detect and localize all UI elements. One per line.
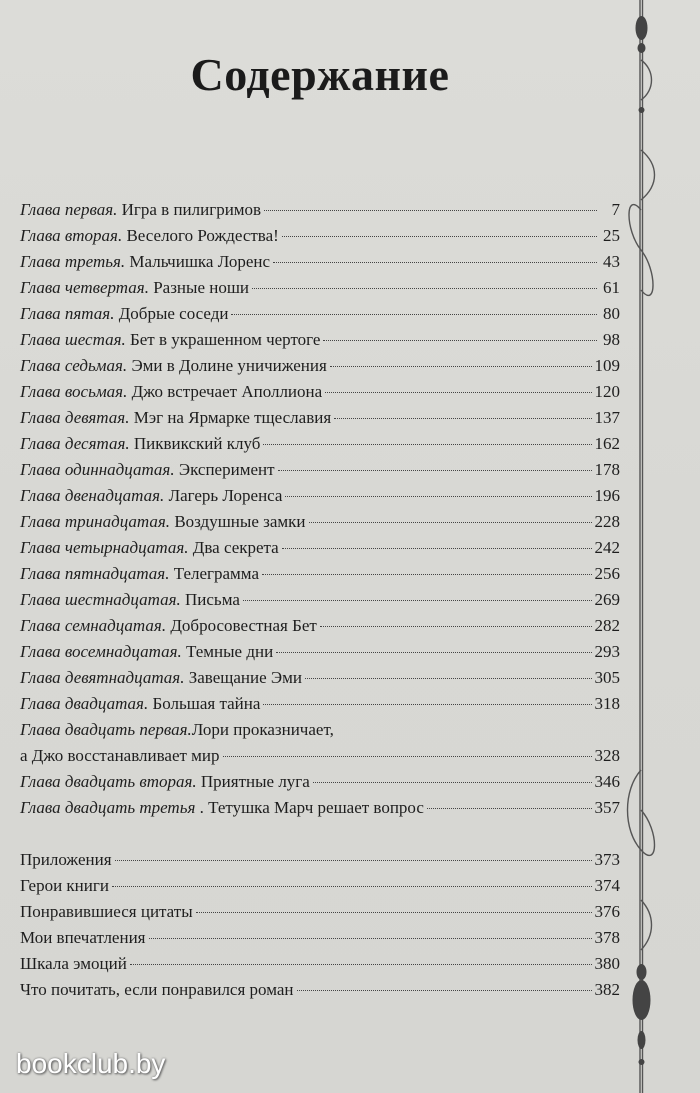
chapter-number: Глава пятая. xyxy=(20,304,115,323)
dot-leader xyxy=(196,912,592,913)
toc-entry xyxy=(20,850,620,876)
toc-entry-title xyxy=(20,668,302,688)
dot-leader xyxy=(263,444,591,445)
page-number: 98 xyxy=(603,330,620,349)
chapter-number: Глава десятая. xyxy=(20,434,130,453)
chapter-number: Глава девятая. xyxy=(20,408,130,427)
toc-entry-title xyxy=(20,460,275,480)
page-number: 373 xyxy=(594,850,620,869)
page-number: 378 xyxy=(594,928,620,947)
chapter-title: Герои книги xyxy=(20,876,109,895)
toc-entry xyxy=(20,304,620,330)
dot-leader xyxy=(223,756,592,757)
dot-leader xyxy=(278,470,592,471)
toc-entry xyxy=(20,408,620,434)
chapter-title: Воздушные замки xyxy=(170,512,306,531)
toc-entry xyxy=(20,486,620,512)
page-number: 318 xyxy=(594,694,620,713)
page-number: 162 xyxy=(594,434,620,453)
toc-entry xyxy=(20,200,620,226)
toc-entry-title xyxy=(20,382,322,402)
page-title: Содержание xyxy=(190,49,450,100)
dot-leader xyxy=(330,366,592,367)
chapter-title: Лагерь Лоренса xyxy=(164,486,283,505)
dot-leader xyxy=(149,938,592,939)
page-number: 43 xyxy=(603,252,620,271)
chapter-title: Веселого Рождества! xyxy=(122,226,279,245)
page-number: 282 xyxy=(594,616,620,635)
page-number: 137 xyxy=(594,408,620,427)
dot-leader xyxy=(305,678,592,679)
chapter-number: Глава четырнадцатая. xyxy=(20,538,189,557)
chapter-title: Мои впечатления xyxy=(20,928,146,947)
chapter-title: Пиквикский клуб xyxy=(129,434,261,453)
chapter-number: Глава восемнадцатая. xyxy=(20,642,182,661)
chapter-title: Разные ноши xyxy=(148,278,250,297)
toc-entry xyxy=(20,460,620,486)
dot-leader xyxy=(276,652,591,653)
decorative-vine-ornament xyxy=(625,0,675,1093)
chapter-title: Мальчишка Лоренс xyxy=(125,252,271,271)
page-number: 80 xyxy=(603,304,620,323)
toc-entry xyxy=(20,330,620,356)
dot-leader xyxy=(115,860,592,861)
chapter-title: Приложения xyxy=(20,850,112,869)
toc-entry xyxy=(20,954,620,980)
chapter-title: Завещание Эми xyxy=(184,668,302,687)
chapter-number: Глава седьмая. xyxy=(20,356,128,375)
toc-entry-title xyxy=(20,642,273,662)
toc-entry-title xyxy=(20,434,260,454)
chapter-title: Бет в украшенном чертоге xyxy=(125,330,321,349)
toc-entry-title xyxy=(20,304,228,324)
toc-entry-title xyxy=(20,850,112,870)
chapter-number: Глава вторая. xyxy=(20,226,123,245)
toc-entry-title xyxy=(20,356,327,376)
chapter-number: Глава двадцать первая. xyxy=(20,720,192,739)
page-number: 382 xyxy=(594,980,620,999)
toc-entry xyxy=(20,616,620,642)
toc-entry xyxy=(20,278,620,304)
chapter-number: Глава семнадцатая. xyxy=(20,616,167,635)
chapter-number: Глава первая. xyxy=(20,200,118,219)
chapter-number: Глава двадцать вторая. xyxy=(20,772,197,791)
toc-entry xyxy=(20,434,620,460)
chapter-title: Темные дни xyxy=(181,642,274,661)
chapter-title: Эми в Долине уничижения xyxy=(127,356,327,375)
toc-entry xyxy=(20,382,620,408)
dot-leader xyxy=(273,262,597,263)
chapter-number: Глава двенадцатая. xyxy=(20,486,165,505)
dot-leader xyxy=(325,392,591,393)
toc-entry-title xyxy=(20,590,240,610)
chapter-title: . Тетушка Марч решает вопрос xyxy=(195,798,424,817)
toc-entry xyxy=(20,538,620,564)
toc-entry xyxy=(20,772,620,798)
toc-entry-title xyxy=(20,408,331,428)
toc-entry xyxy=(20,902,620,928)
toc-entry xyxy=(20,694,620,720)
dot-leader xyxy=(427,808,592,809)
chapter-number: Глава тринадцатая. xyxy=(20,512,171,531)
chapter-title: Джо встречает Аполлиона xyxy=(127,382,323,401)
page-number: 7 xyxy=(611,200,620,219)
toc-entry-title xyxy=(20,902,193,922)
page-number: 376 xyxy=(594,902,620,921)
toc-entry-title xyxy=(20,980,294,1000)
page-number: 269 xyxy=(594,590,620,609)
toc-entry-title xyxy=(20,226,279,246)
chapter-title: Два секрета xyxy=(188,538,279,557)
page-number: 25 xyxy=(603,226,620,245)
page-number: 178 xyxy=(594,460,620,479)
dot-leader xyxy=(264,210,597,211)
toc-entry xyxy=(20,590,620,616)
chapter-number: Глава двадцать третья xyxy=(20,798,196,817)
chapter-number: Глава пятнадцатая. xyxy=(20,564,170,583)
toc-entry xyxy=(20,356,620,382)
dot-leader xyxy=(320,626,592,627)
dot-leader xyxy=(323,340,597,341)
page-number: 380 xyxy=(594,954,620,973)
chapter-number: Глава девятнадцатая. xyxy=(20,668,185,687)
dot-leader xyxy=(243,600,592,601)
chapter-title: Эксперимент xyxy=(174,460,275,479)
chapter-number: Глава шестая. xyxy=(20,330,126,349)
dot-leader xyxy=(231,314,597,315)
chapter-title: Мэг на Ярмарке тщеславия xyxy=(129,408,332,427)
chapter-number: Глава шестнадцатая. xyxy=(20,590,181,609)
page-number: 357 xyxy=(594,798,620,817)
page-number: 374 xyxy=(594,876,620,895)
dot-leader xyxy=(309,522,592,523)
toc-entry-continuation xyxy=(20,746,620,772)
page-number: 256 xyxy=(594,564,620,583)
toc-entry xyxy=(20,798,620,824)
page-number: 228 xyxy=(594,512,620,531)
section-gap xyxy=(20,824,620,850)
page-number: 293 xyxy=(594,642,620,661)
toc-entry xyxy=(20,668,620,694)
chapter-title: а Джо восстанавливает мир xyxy=(20,746,220,765)
chapter-title: Телеграмма xyxy=(169,564,259,583)
table-of-contents xyxy=(20,200,620,1006)
chapter-title: Большая тайна xyxy=(148,694,261,713)
page-number: 242 xyxy=(594,538,620,557)
chapter-number: Глава двадцатая. xyxy=(20,694,149,713)
chapter-title: Добрые соседи xyxy=(114,304,229,323)
page-number: 346 xyxy=(594,772,620,791)
toc-entry-title xyxy=(20,694,260,714)
dot-leader xyxy=(130,964,592,965)
toc-entry-title xyxy=(20,512,306,532)
chapter-title: Приятные луга xyxy=(196,772,310,791)
dot-leader xyxy=(282,236,597,237)
toc-entry-title xyxy=(20,616,317,636)
page-number: 196 xyxy=(594,486,620,505)
toc-entry xyxy=(20,928,620,954)
chapter-title: Письма xyxy=(180,590,240,609)
chapter-title: Шкала эмоций xyxy=(20,954,127,973)
toc-entry xyxy=(20,642,620,668)
toc-entry xyxy=(20,876,620,902)
chapter-title: Игра в пилигримов xyxy=(117,200,262,219)
dot-leader xyxy=(334,418,591,419)
dot-leader xyxy=(285,496,591,497)
chapter-title: Лори проказничает, xyxy=(191,720,334,739)
toc-entry-title xyxy=(20,928,146,948)
chapter-number: Глава одиннадцатая. xyxy=(20,460,175,479)
toc-entry-title xyxy=(20,330,320,350)
toc-entry xyxy=(20,252,620,278)
toc-entry-title xyxy=(20,252,270,272)
toc-entry-title xyxy=(20,954,127,974)
toc-entry-title xyxy=(20,798,424,818)
toc-entry xyxy=(20,720,620,746)
chapter-title: Что почитать, если понравился роман xyxy=(20,980,294,999)
page-number: 305 xyxy=(594,668,620,687)
show-through-text xyxy=(160,88,500,178)
dot-leader xyxy=(263,704,591,705)
chapter-title: Понравившиеся цитаты xyxy=(20,902,193,921)
toc-entry xyxy=(20,512,620,538)
chapter-title: Добросовестная Бет xyxy=(166,616,317,635)
toc-entry-title xyxy=(20,200,261,220)
dot-leader xyxy=(313,782,592,783)
toc-entry xyxy=(20,226,620,252)
dot-leader xyxy=(252,288,597,289)
toc-entry xyxy=(20,564,620,590)
toc-entry-title xyxy=(20,486,282,506)
toc-entry xyxy=(20,980,620,1006)
dot-leader xyxy=(262,574,592,575)
chapter-number: Глава восьмая. xyxy=(20,382,128,401)
dot-leader xyxy=(112,886,592,887)
toc-entry-title xyxy=(20,772,310,792)
dot-leader xyxy=(297,990,592,991)
chapter-number: Глава четвертая. xyxy=(20,278,149,297)
chapter-number: Глава третья. xyxy=(20,252,126,271)
page-number: 120 xyxy=(594,382,620,401)
toc-entry-title xyxy=(20,278,249,298)
page-number: 61 xyxy=(603,278,620,297)
page-number: 328 xyxy=(594,746,620,765)
toc-entry-title xyxy=(20,876,109,896)
dot-leader xyxy=(282,548,592,549)
site-watermark: bookclub.by xyxy=(16,1048,166,1079)
page-number: 109 xyxy=(594,356,620,375)
toc-entry-title xyxy=(20,538,279,558)
toc-entry-title xyxy=(20,564,259,584)
